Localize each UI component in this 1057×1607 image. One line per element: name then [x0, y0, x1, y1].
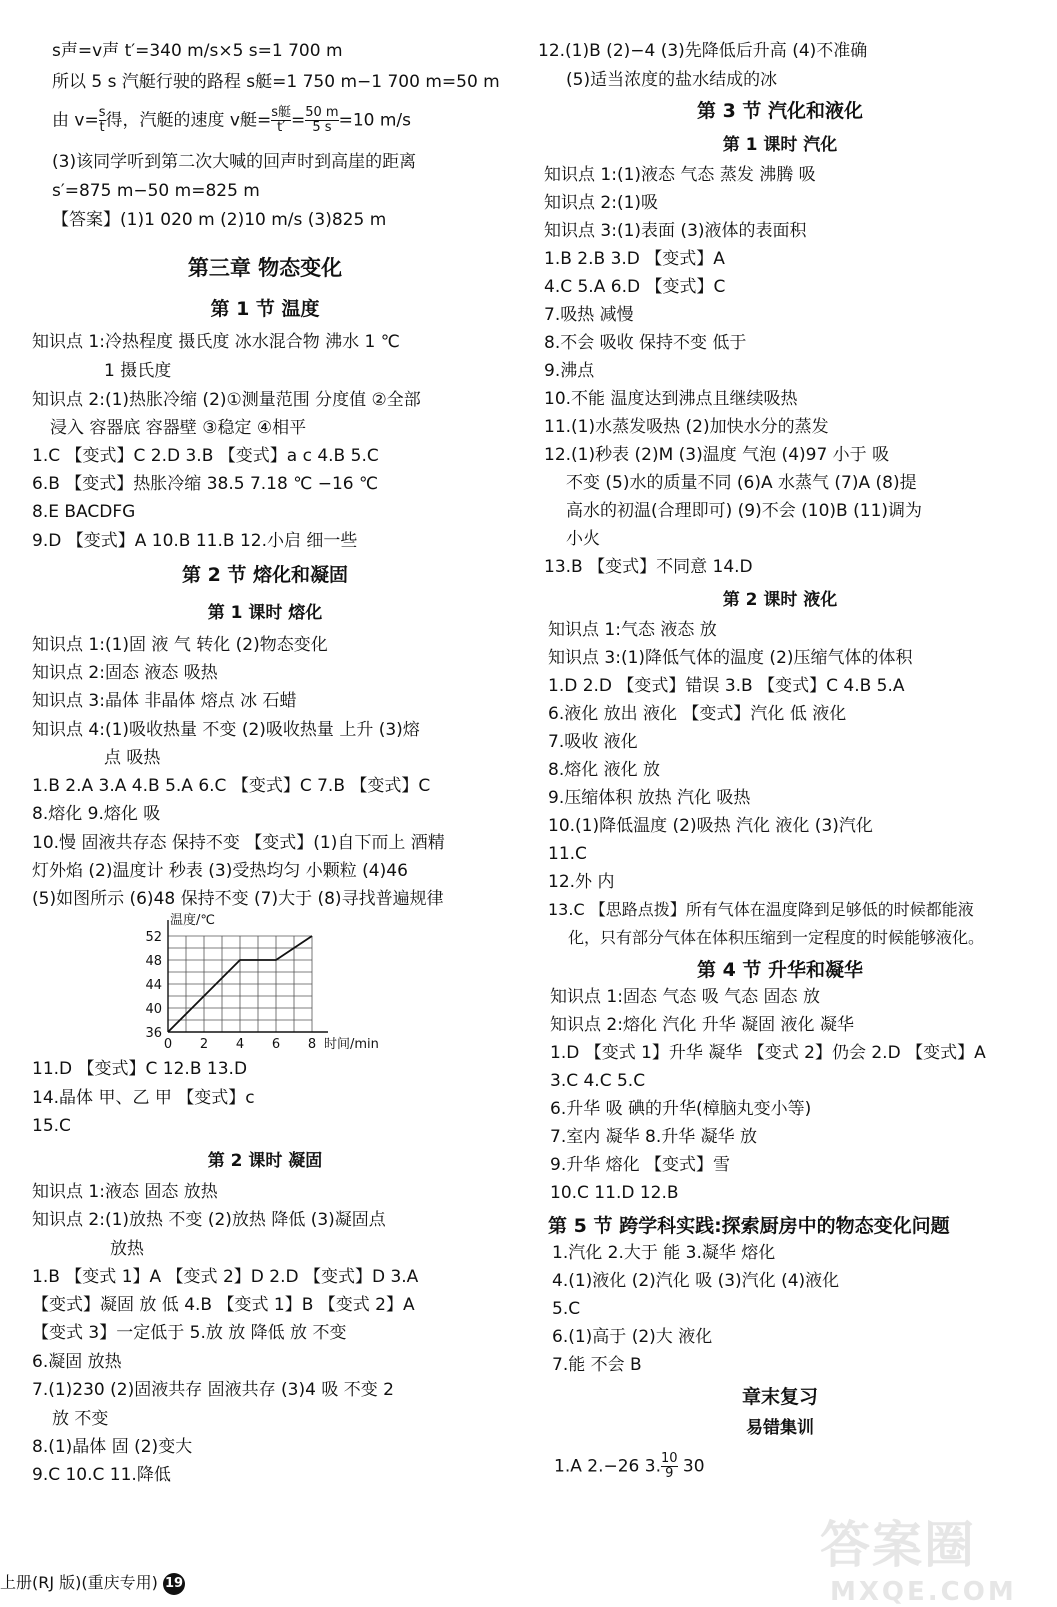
text-line: 知识点 1:气态 液态 放	[548, 620, 717, 640]
chapter-title: 第三章 物态变化	[187, 256, 343, 280]
text-line: 【变式】凝固 放 低 4.B 【变式 1】B 【变式 2】A	[32, 1295, 415, 1315]
text-line: 高水的初温(合理即可) (9)不会 (10)B (11)调为	[566, 501, 923, 521]
text-line: 1.C 【变式】C 2.D 3.B 【变式】a c 4.B 5.C	[32, 446, 379, 466]
text-line: 知识点 1:冷热程度 摄氏度 冰水混合物 沸水 1 ℃	[32, 332, 400, 352]
lesson-title: 第 1 课时 汽化	[722, 135, 838, 155]
text-line: 6.凝固 放热	[32, 1352, 122, 1372]
text-line: 8.熔化 9.熔化 吸	[32, 804, 161, 824]
text-line: 7.吸热 减慢	[544, 305, 634, 325]
text-line: s′=875 m−50 m=825 m	[52, 181, 260, 201]
text-line: 浸入 容器底 容器壁 ③稳定 ④相平	[50, 418, 307, 438]
text-line: 知识点 2:(1)放热 不变 (2)放热 降低 (3)凝固点	[32, 1210, 386, 1230]
text-line: 7.室内 凝华 8.升华 凝华 放	[550, 1127, 758, 1147]
text-line: 1.D 2.D 【变式】错误 3.B 【变式】C 4.B 5.A	[548, 676, 905, 696]
text-line: 1.B 【变式 1】A 【变式 2】D 2.D 【变式】D 3.A	[32, 1267, 419, 1287]
text-line: 9.D 【变式】A 10.B 11.B 12.小启 细一些	[32, 531, 358, 551]
lesson-title: 易错集训	[746, 1418, 814, 1438]
text-line: (5)适当浓度的盐水结成的冰	[566, 70, 778, 90]
text-line: 1.B 2.B 3.D 【变式】A	[544, 249, 725, 269]
section-title: 第 4 节 升华和凝华	[696, 959, 864, 981]
text-line: 知识点 4:(1)吸收热量 不变 (2)吸收热量 上升 (3)熔	[32, 720, 420, 740]
x-axis-label: 时间/min	[324, 1037, 379, 1052]
text-line: 5.C	[552, 1299, 581, 1319]
text-line: 知识点 1:(1)固 液 气 转化 (2)物态变化	[32, 635, 328, 655]
text-line: 知识点 2:(1)热胀冷缩 (2)①测量范围 分度值 ②全部	[32, 390, 421, 410]
section-title: 第 1 节 温度	[210, 298, 320, 320]
text-line: 1.A 2.−26 3. $\frac{10}{9}$ 30	[554, 1451, 705, 1481]
text-line: 13.C 【思路点拨】所有气体在温度降到足够低的时候都能液	[548, 900, 974, 919]
text-line: 6.液化 放出 液化 【变式】汽化 低 液化	[548, 704, 847, 724]
y-tick-label: 52	[145, 930, 162, 945]
text-line: 13.B 【变式】不同意 14.D	[544, 557, 753, 577]
text-line: 1.B 2.A 3.A 4.B 5.A 6.C 【变式】C 7.B 【变式】C	[32, 776, 431, 796]
text-line: 9.压缩体积 放热 汽化 吸热	[548, 788, 751, 808]
text-line: 14.晶体 甲、乙 甲 【变式】c	[32, 1088, 255, 1108]
text-line: 11.(1)水蒸发吸热 (2)加快水分的蒸发	[544, 417, 829, 437]
lesson-title: 第 2 课时 凝固	[207, 1151, 323, 1171]
fraction: $\frac{s}{t}$	[98, 105, 106, 135]
temperature-time-chart	[130, 912, 400, 1062]
x-tick-label: 6	[271, 1037, 281, 1052]
text-line: s声=v声 t′=340 m/s×5 s=1 700 m	[52, 41, 343, 61]
text-line: 知识点 1:液态 固态 放热	[32, 1182, 218, 1202]
page-number: 19	[163, 1573, 185, 1595]
text-line: 10.不能 温度达到沸点且继续吸热	[544, 389, 798, 409]
text-line: 8.(1)晶体 固 (2)变大	[32, 1437, 193, 1457]
x-tick-label: 8	[307, 1037, 317, 1052]
text-line: 4.C 5.A 6.D 【变式】C	[544, 277, 726, 297]
y-tick-label: 44	[145, 978, 162, 993]
text-line: 所以 5 s 汽艇行驶的路程 s艇=1 750 m−1 700 m=50 m	[52, 72, 500, 92]
text-line: 知识点 2:熔化 汽化 升华 凝固 液化 凝华	[550, 1015, 854, 1035]
page-footer	[0, 1570, 185, 1595]
text-line: 4.(1)液化 (2)汽化 吸 (3)汽化 (4)液化	[552, 1271, 840, 1291]
fraction: $\frac{\text{s艇}}{t'}$	[271, 105, 291, 135]
text-line: 7.(1)230 (2)固液共存 固液共存 (3)4 吸 不变 2	[32, 1380, 394, 1400]
section-title: 第 3 节 汽化和液化	[696, 100, 864, 122]
x-tick-label: 0	[163, 1037, 173, 1052]
y-tick-label: 40	[145, 1002, 162, 1017]
fraction: $\frac{50 m}{5 s}$	[305, 105, 339, 135]
text-line: 放热	[110, 1239, 144, 1259]
y-tick-label: 36	[145, 1026, 162, 1041]
text-line: 9.沸点	[544, 361, 595, 381]
answer-line: 【答案】(1)1 020 m (2)10 m/s (3)825 m	[52, 210, 387, 230]
x-tick-label: 2	[199, 1037, 209, 1052]
text-line: 6.(1)高于 (2)大 液化	[552, 1327, 713, 1347]
text-line: 12.外 内	[548, 872, 615, 892]
text-line: 知识点 2:(1)吸	[544, 193, 659, 213]
section-title: 章末复习	[741, 1386, 818, 1408]
section-title: 第 5 节 跨学科实践:探索厨房中的物态变化问题	[548, 1215, 950, 1237]
lesson-title: 第 2 课时 液化	[722, 590, 838, 610]
text-line: 12.(1)秒表 (2)M (3)温度 气泡 (4)97 小于 吸	[544, 445, 890, 465]
text-line: 知识点 1:固态 气态 吸 气态 固态 放	[550, 987, 820, 1007]
lesson-title: 第 1 课时 熔化	[207, 603, 323, 623]
watermark: 答案圈 MXQE.COM	[820, 1516, 1017, 1607]
section-title: 第 2 节 熔化和凝固	[181, 564, 349, 586]
text-line: 7.吸收 液化	[548, 732, 638, 752]
text-line: 小火	[566, 529, 600, 549]
text-line: 知识点 2:固态 液态 吸热	[32, 663, 218, 683]
y-axis-label: 温度/℃	[170, 913, 215, 928]
text-line: 知识点 3:(1)表面 (3)液体的表面积	[544, 221, 807, 241]
text-line: 6.B 【变式】热胀冷缩 38.5 7.18 ℃ −16 ℃	[32, 474, 379, 494]
text-line: 知识点 3:晶体 非晶体 熔点 冰 石蜡	[32, 691, 297, 711]
text-line: 知识点 3:(1)降低气体的温度 (2)压缩气体的体积	[548, 648, 913, 668]
text-line: 11.C	[548, 844, 587, 864]
text-line: (3)该同学听到第二次大喊的回声时到高崖的距离	[52, 152, 417, 172]
text-line: 8.不会 吸收 保持不变 低于	[544, 333, 747, 353]
text-line: 11.D 【变式】C 12.B 13.D	[32, 1059, 248, 1079]
text-line: 9.升华 熔化 【变式】雪	[550, 1155, 731, 1175]
text-line: 12.(1)B (2)−4 (3)先降低后升高 (4)不准确	[538, 41, 868, 61]
text-line: 8.熔化 液化 放	[548, 760, 661, 780]
text-line: 1.汽化 2.大于 能 3.凝华 熔化	[552, 1243, 776, 1263]
text-line: 不变 (5)水的质量不同 (6)A 水蒸气 (7)A (8)提	[566, 473, 917, 493]
text-line: 放 不变	[52, 1409, 109, 1429]
text-line: 10.(1)降低温度 (2)吸热 汽化 液化 (3)汽化	[548, 816, 873, 836]
text-line: 8.E BACDFG	[32, 502, 136, 522]
text-line: 点 吸热	[104, 748, 161, 768]
text-line: 1 摄氏度	[104, 361, 172, 381]
text-line: 7.能 不会 B	[552, 1355, 642, 1375]
text-line: 1.D 【变式 1】升华 凝华 【变式 2】仍会 2.D 【变式】A	[550, 1043, 986, 1063]
y-tick-label: 48	[145, 954, 162, 969]
text-line: 10.慢 固液共存态 保持不变 【变式】(1)自下而上 酒精	[32, 833, 445, 853]
text-line: 【变式 3】一定低于 5.放 放 降低 放 不变	[32, 1323, 347, 1343]
text-line: 灯外焰 (2)温度计 秒表 (3)受热均匀 小颗粒 (4)46	[32, 861, 408, 881]
text-line: 化，只有部分气体在体积压缩到一定程度的时候能够液化。	[568, 928, 985, 947]
footer-text: 上册(RJ 版)(重庆专用)	[0, 1573, 158, 1592]
x-tick-label: 4	[235, 1037, 245, 1052]
text-line: (5)如图所示 (6)48 保持不变 (7)大于 (8)寻找普遍规律	[32, 889, 444, 909]
text-line: 知识点 1:(1)液态 气态 蒸发 沸腾 吸	[544, 165, 816, 185]
text-line: 9.C 10.C 11.降低	[32, 1465, 171, 1485]
fraction: $\frac{10}{9}$	[660, 1451, 678, 1481]
text-line: 6.升华 吸 碘的升华(樟脑丸变小等)	[550, 1099, 812, 1119]
text-line: 10.C 11.D 12.B	[550, 1183, 679, 1203]
text-line: 15.C	[32, 1116, 71, 1136]
formula-line: 由 v= $\frac{s}{t}$ 得，汽艇的速度 v艇= $\frac{\text{s艇}}{t'}$ = $\frac{50 m}{5 s}$ =10 m/s	[52, 105, 412, 135]
text-line: 3.C 4.C 5.C	[550, 1071, 646, 1091]
